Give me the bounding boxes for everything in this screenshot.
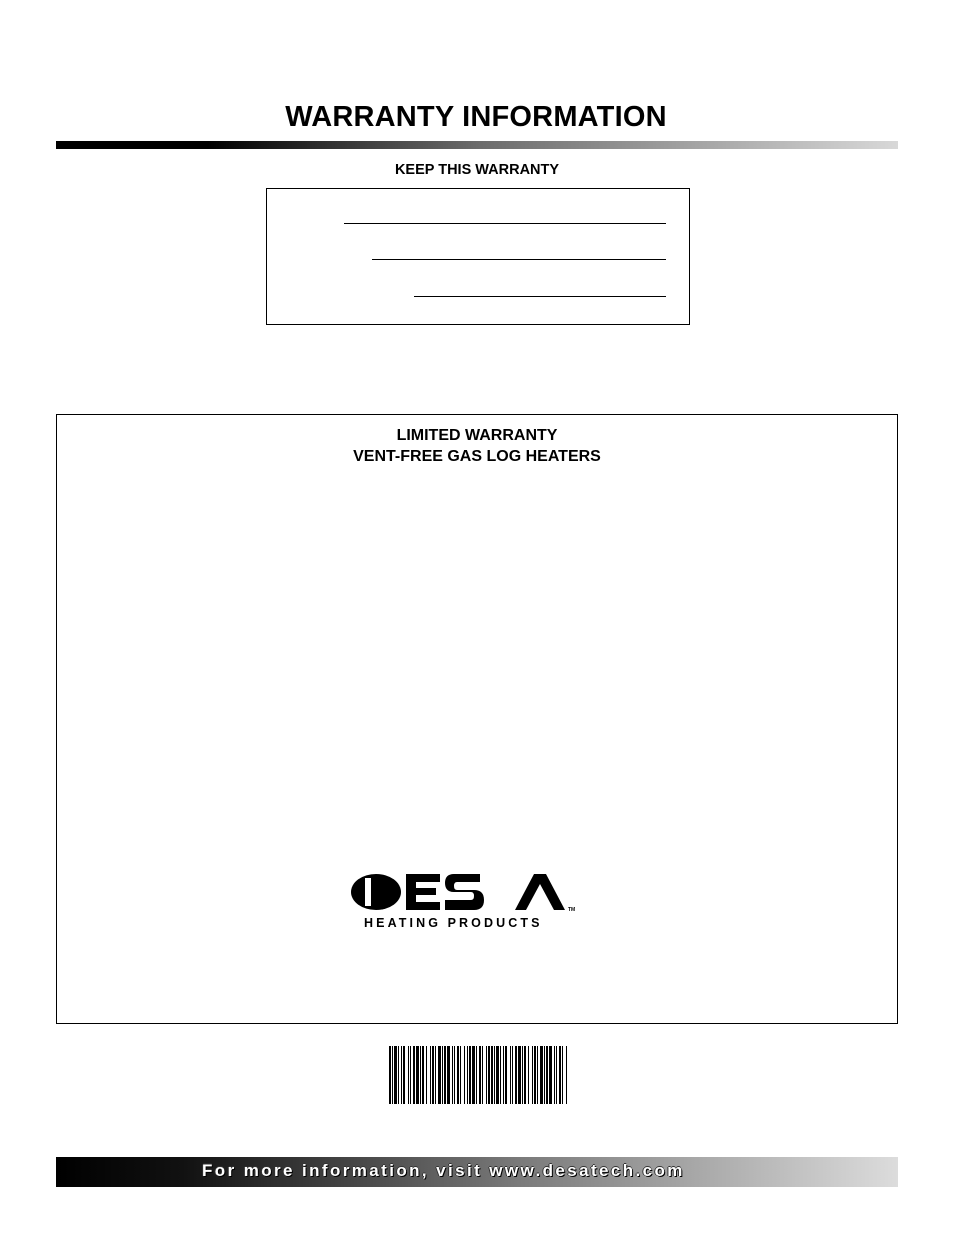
barcode [389, 1046, 567, 1104]
barcode-bars [389, 1046, 567, 1104]
record-line-2[interactable] [372, 259, 666, 260]
barcode-bar [401, 1046, 402, 1104]
barcode-bar [546, 1046, 548, 1104]
barcode-bar [392, 1046, 393, 1104]
barcode-bar [544, 1046, 545, 1104]
barcode-bar [491, 1046, 493, 1104]
barcode-bar [426, 1046, 427, 1104]
logo-tagline: HEATING PRODUCTS [364, 916, 543, 930]
barcode-bar [467, 1046, 468, 1104]
warranty-heading [57, 425, 897, 467]
title-rule [56, 141, 898, 149]
warranty-heading-line-1: LIMITED WARRANTY [396, 427, 558, 444]
desa-logo [350, 872, 580, 932]
barcode-bar [512, 1046, 513, 1104]
barcode-bar [505, 1046, 507, 1104]
footer-bar [56, 1157, 898, 1187]
barcode-bar [518, 1046, 521, 1104]
barcode-bar [559, 1046, 561, 1104]
logo-letter-d [351, 874, 401, 910]
record-line-3[interactable] [414, 296, 666, 297]
barcode-bar [524, 1046, 526, 1104]
barcode-bar [510, 1046, 511, 1104]
barcode-bar [500, 1046, 501, 1104]
barcode-bar [549, 1046, 552, 1104]
keep-warranty-heading: KEEP THIS WARRANTY [394, 162, 560, 178]
barcode-bar [532, 1046, 533, 1104]
barcode-bar [438, 1046, 441, 1104]
record-box [266, 188, 690, 325]
barcode-bar [460, 1046, 461, 1104]
barcode-bar [522, 1046, 523, 1104]
barcode-bar [444, 1046, 446, 1104]
barcode-bar [430, 1046, 431, 1104]
barcode-bar [476, 1046, 477, 1104]
barcode-bar [472, 1046, 475, 1104]
barcode-bar [528, 1046, 529, 1104]
barcode-bar [562, 1046, 563, 1104]
barcode-bar [537, 1046, 538, 1104]
record-line-1[interactable] [344, 223, 666, 224]
barcode-bar [408, 1046, 409, 1104]
barcode-bar [452, 1046, 453, 1104]
barcode-bar [413, 1046, 415, 1104]
barcode-bar [540, 1046, 543, 1104]
barcode-bar [420, 1046, 421, 1104]
logo-trademark: TM [568, 907, 576, 913]
barcode-bar [534, 1046, 536, 1104]
barcode-bar [457, 1046, 459, 1104]
barcode-bar [416, 1046, 419, 1104]
barcode-bar [566, 1046, 567, 1104]
barcode-bar [515, 1046, 517, 1104]
barcode-bar [422, 1046, 424, 1104]
barcode-bar [486, 1046, 487, 1104]
page-title: WARRANTY INFORMATION [285, 101, 667, 133]
limited-warranty-box [56, 414, 898, 1024]
barcode-bar [447, 1046, 450, 1104]
barcode-bar [469, 1046, 471, 1104]
logo-letter-e [406, 874, 440, 910]
logo-letter-s [445, 874, 484, 910]
barcode-bar [410, 1046, 411, 1104]
barcode-bar [464, 1046, 465, 1104]
barcode-bar [403, 1046, 405, 1104]
logo-letter-a [515, 874, 565, 910]
warranty-heading-line-2: VENT-FREE GAS LOG HEATERS [353, 448, 601, 465]
barcode-bar [554, 1046, 555, 1104]
barcode-bar [389, 1046, 391, 1104]
barcode-bar [435, 1046, 436, 1104]
barcode-bar [442, 1046, 443, 1104]
barcode-bar [496, 1046, 499, 1104]
barcode-bar [454, 1046, 455, 1104]
barcode-bar [398, 1046, 399, 1104]
barcode-bar [503, 1046, 504, 1104]
barcode-bar [394, 1046, 397, 1104]
barcode-bar [479, 1046, 481, 1104]
barcode-bar [432, 1046, 434, 1104]
barcode-bar [494, 1046, 495, 1104]
barcode-bar [482, 1046, 483, 1104]
barcode-bar [488, 1046, 490, 1104]
footer-info-link[interactable]: For more information, visit www.desatech.com [202, 1161, 685, 1180]
barcode-bar [556, 1046, 557, 1104]
